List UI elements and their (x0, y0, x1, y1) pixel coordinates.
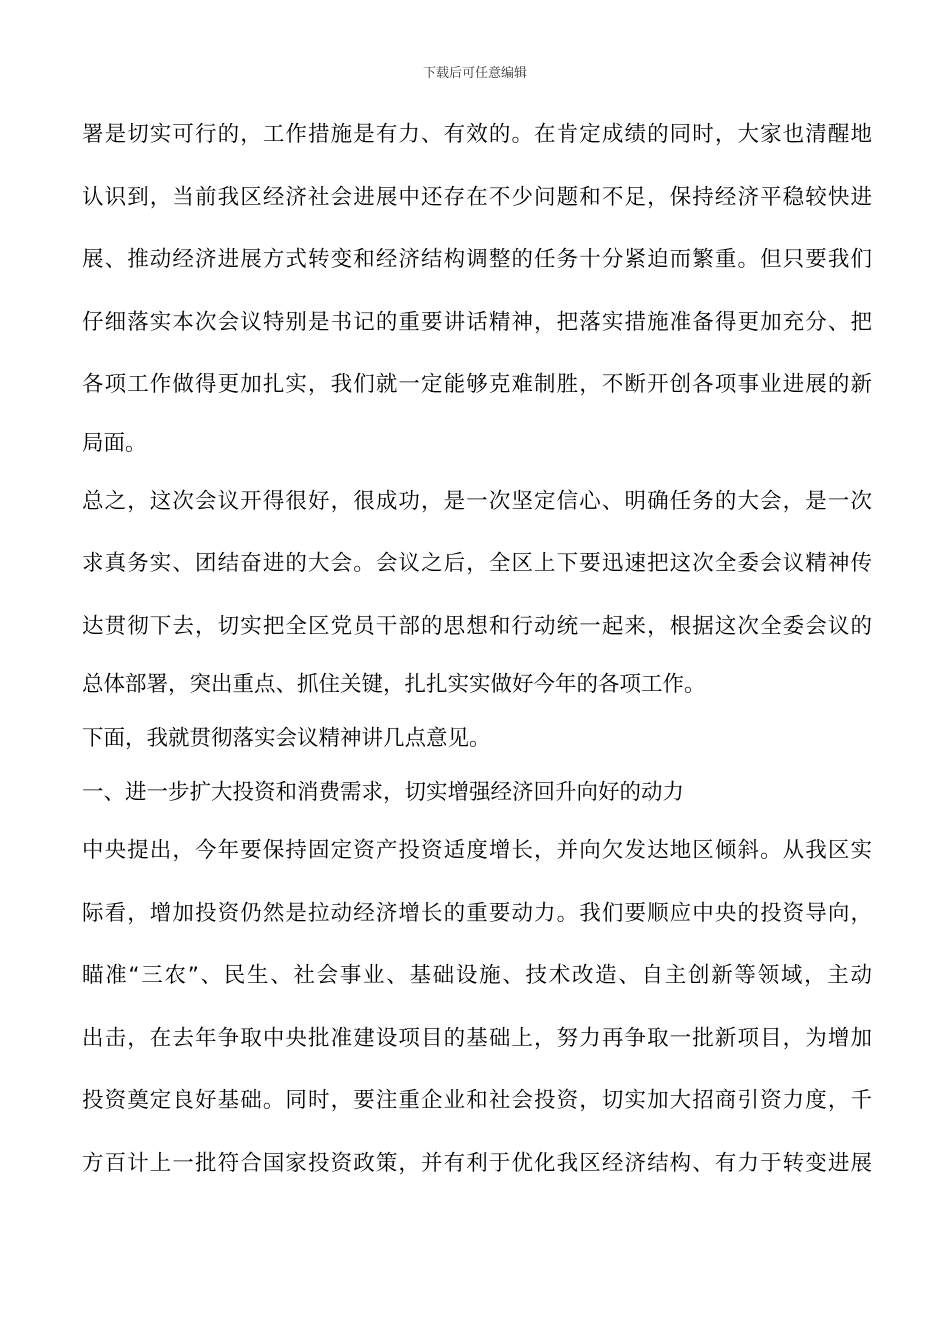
text-line: 下面，我就贯彻落实会议精神讲几点意见。 (82, 726, 491, 751)
text-line: 总之，这次会议开得很好，很成功，是一次坚定信心、明确任务的大会，是一次 (82, 488, 872, 514)
text-line: 瞄准“三农”、民生、社会事业、基础设施、技术改造、自主创新等领域，主动 (82, 963, 872, 988)
text-line: 局面。 (82, 430, 147, 456)
page-header: 下载后可任意编辑 (422, 66, 527, 81)
text-line: 方百计上一批符合国家投资政策，并有利于优化我区经济结构、有力于转变进展 (82, 1150, 872, 1176)
text-line: 出击，在去年争取中央批准建设项目的基础上，努力再争取一批新项目，为增加 (82, 1025, 872, 1051)
text-line: 总体部署，突出重点、抓住关键，扎扎实实做好今年的各项工作。 (82, 672, 706, 697)
document-body (82, 104, 872, 1195)
text-line: 认识到，当前我区经济社会进展中还存在不少问题和不足，保持经济平稳较快进 (82, 184, 872, 210)
text-line: 展、推动经济进展方式转变和经济结构调整的任务十分紧迫而繁重。但只要我们 (82, 247, 872, 272)
text-line: 际看，增加投资仍然是拉动经济增长的重要动力。我们要顺应中央的投资导向， (82, 900, 872, 926)
text-line: 中央提出，今年要保持固定资产投资适度增长，并向欠发达地区倾斜。从我区实 (82, 838, 872, 863)
text-line: 署是切实可行的，工作措施是有力、有效的。在肯定成绩的同时，大家也清醒地 (82, 122, 872, 147)
section-heading: 一、进一步扩大投资和消费需求，切实增强经济回升向好的动力 (82, 780, 685, 805)
text-line: 达贯彻下去，切实把全区党员干部的思想和行动统一起来，根据这次全委会议的 (82, 613, 872, 639)
text-line: 投资奠定良好基础。同时，要注重企业和社会投资，切实加大招商引资力度，千 (82, 1088, 872, 1113)
text-line: 求真务实、团结奋进的大会。会议之后，全区上下要迅速把这次全委会议精神传 (82, 551, 872, 576)
text-line: 各项工作做得更加扎实，我们就一定能够克难制胜，不断开创各项事业进展的新 (82, 372, 872, 397)
text-line: 仔细落实本次会议特别是书记的重要讲话精神，把落实措施准备得更加充分、把 (82, 309, 872, 335)
